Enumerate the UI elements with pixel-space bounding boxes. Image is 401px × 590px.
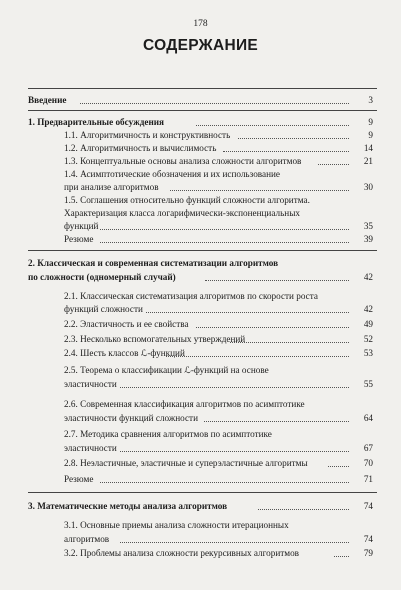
toc-entry-cont: [0, 220, 401, 233]
dot-leader: [80, 103, 349, 104]
toc-entry-cont: [0, 303, 401, 316]
toc-entry-page: 49: [363, 319, 373, 329]
toc-entry-resume: [0, 233, 401, 246]
toc-chapter-2-cont: [0, 271, 401, 284]
dot-leader: [166, 356, 349, 357]
toc-entry-label: функций сложности: [64, 304, 143, 314]
toc-entry-label: 2.7. Методика сравнения алгоритмов по асимптотике: [64, 429, 272, 439]
toc-entry-page: 3: [368, 95, 373, 105]
dot-leader: [334, 556, 349, 557]
toc-chapter-1: [0, 116, 401, 129]
toc-entry: [0, 347, 401, 360]
toc-entry-page: 70: [363, 458, 373, 468]
toc-entry-page: 9: [368, 130, 373, 140]
dot-leader: [120, 387, 349, 388]
toc-entry-page: 9: [368, 117, 373, 127]
toc-entry-label: Резюме: [64, 474, 94, 484]
page-number: 178: [193, 19, 208, 29]
toc-entry-page: 79: [363, 548, 373, 558]
toc-entry-page: 52: [363, 334, 373, 344]
toc-entry-resume: [0, 473, 401, 486]
toc-entry-intro: [0, 94, 401, 107]
toc-entry-cont: [0, 181, 401, 194]
toc-entry: [0, 547, 401, 560]
toc-entry-label: 3.1. Основные приемы анализа сложности итерационных: [64, 520, 289, 530]
dot-leader: [328, 466, 349, 467]
toc-entry-page: 21: [363, 156, 373, 166]
toc-entry-label: функций: [64, 221, 99, 231]
toc-entry-label: 1.5. Соглашения относительно функций сложности алгоритма.: [64, 195, 310, 205]
dot-leader: [146, 312, 349, 313]
toc-entry-label: эластичности: [64, 443, 117, 453]
divider: [28, 492, 377, 493]
toc-entry-label: 2.4. Шесть классов ℒ-функций: [64, 348, 185, 358]
toc-entry-page: 39: [363, 234, 373, 244]
toc-entry-label: Характеризация класса логарифмически-экспоненциальных: [64, 208, 300, 218]
toc-entry-cont: [0, 378, 401, 391]
toc-entry-label: 2.2. Эластичность и ее свойства: [64, 319, 189, 329]
dot-leader: [100, 482, 349, 483]
toc-entry-label: эластичности функций сложности: [64, 413, 198, 423]
toc-entry: [0, 457, 401, 470]
toc-entry-label: 1.1. Алгоритмичность и конструктивность: [64, 130, 231, 140]
dot-leader: [100, 242, 349, 243]
toc-chapter-title: 1. Предварительные обсуждения: [28, 117, 165, 127]
dot-leader: [230, 342, 349, 343]
toc-entry: [0, 333, 401, 346]
divider: [28, 110, 377, 111]
toc-entry-label: 3.2. Проблемы анализа сложности рекурсивных алгоритмов: [64, 548, 300, 558]
toc-chapter-3: [0, 500, 401, 513]
toc-entry-label: 1.4. Асимптотические обозначения и их использование: [64, 169, 280, 179]
dot-leader: [120, 451, 349, 452]
toc-entry-page: 35: [363, 221, 373, 231]
toc-entry-page: 30: [363, 182, 373, 192]
toc-entry-page: 74: [363, 501, 373, 511]
toc-entry-page: 64: [363, 413, 373, 423]
toc-entry: [0, 142, 401, 155]
toc-entry-label: 2.8. Неэластичные, эластичные и суперэластичные алгоритмы: [64, 458, 308, 468]
toc-entry-cont: [0, 412, 401, 425]
toc-entry-label: при анализе алгоритмов: [64, 182, 159, 192]
toc-entry: [0, 168, 401, 181]
toc-chapter-2: [0, 257, 401, 270]
toc-entry: [0, 519, 401, 532]
dot-leader: [223, 151, 349, 152]
toc-entry-page: 53: [363, 348, 373, 358]
divider: [28, 88, 377, 89]
toc-entry-page: 67: [363, 443, 373, 453]
toc-entry-cont: [0, 533, 401, 546]
toc-entry: [0, 155, 401, 168]
toc-entry: [0, 290, 401, 303]
toc-entry-label: Резюме: [64, 234, 94, 244]
toc-entry-label: эластичности: [64, 379, 117, 389]
toc-chapter-title: 3. Математические методы анализа алгоритмов: [28, 501, 228, 511]
toc-entry-page: 14: [363, 143, 373, 153]
dot-leader: [318, 164, 349, 165]
toc-entry-page: 42: [363, 304, 373, 314]
dot-leader: [204, 421, 349, 422]
dot-leader: [196, 125, 349, 126]
toc-chapter-title: по сложности (одномерный случай): [28, 272, 176, 282]
toc-entry-label: 1.3. Концептуальные основы анализа сложности алгоритмов: [64, 156, 302, 166]
toc-entry-page: 74: [363, 534, 373, 544]
toc-entry-label: 2.1. Классическая систематизация алгоритмов по скорости роста: [64, 291, 318, 301]
toc-entry: [0, 194, 401, 207]
divider: [28, 250, 377, 251]
toc-chapter-title: 2. Классическая и современная систематизации алгоритмов: [28, 258, 279, 268]
toc-entry: [0, 318, 401, 331]
toc-entry-label: алгоритмов: [64, 534, 110, 544]
toc-entry-label: 2.3. Несколько вспомогательных утверждений: [64, 334, 246, 344]
page-title: СОДЕРЖАНИЕ: [142, 37, 259, 54]
toc-entry: [0, 398, 401, 411]
toc-entry-label: Введение: [28, 95, 67, 105]
dot-leader: [120, 542, 349, 543]
toc-entry-label: 1.2. Алгоритмичность и вычислимость: [64, 143, 217, 153]
toc-entry-page: 42: [363, 272, 373, 282]
dot-leader: [258, 509, 349, 510]
dot-leader: [170, 190, 349, 191]
dot-leader: [205, 280, 349, 281]
toc-entry-cont: [0, 207, 401, 220]
dot-leader: [238, 138, 349, 139]
toc-entry-page: 71: [363, 474, 373, 484]
dot-leader: [196, 327, 349, 328]
toc-entry-cont: [0, 442, 401, 455]
toc-entry-label: 2.5. Теорема о классификации ℒ-функций на основе: [64, 365, 269, 375]
toc-entry-page: 55: [363, 379, 373, 389]
toc-entry-label: 2.6. Современная классификация алгоритмов по асимптотике: [64, 399, 305, 409]
dot-leader: [100, 229, 349, 230]
toc-entry: [0, 129, 401, 142]
toc-entry: [0, 428, 401, 441]
toc-entry: [0, 364, 401, 377]
